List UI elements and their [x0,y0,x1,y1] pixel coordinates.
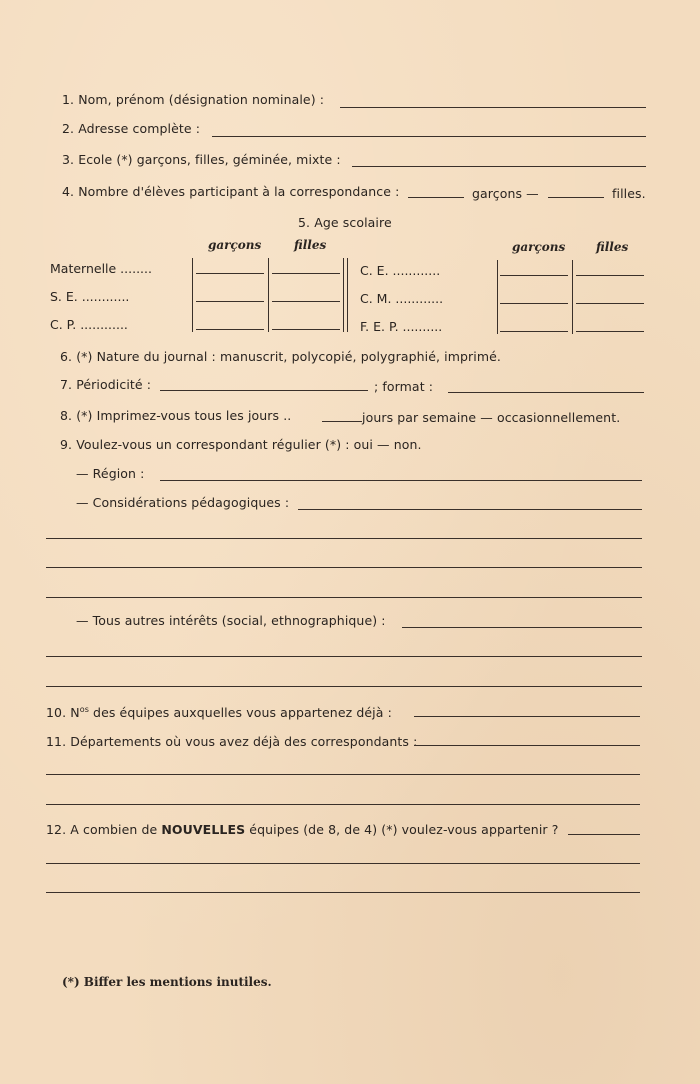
q9-considerations-line[interactable] [298,509,642,510]
q5-row-cm: C. M. ............ [360,291,444,306]
q5-row-maternelle: Maternelle ........ [50,261,152,276]
q9-considerations-label: — Considérations pédagogiques : [76,495,290,510]
q5-cell-se-garcons[interactable] [196,301,264,302]
q5-title: 5. Age scolaire [298,215,392,230]
q5-row-ce: C. E. ............ [360,263,441,278]
q6-label: 6. (*) Nature du journal : manuscrit, polycopié, polygraphié, imprimé. [60,349,501,364]
q7-format-label: ; format : [374,379,434,394]
q5-cell-cm-garcons[interactable] [500,303,568,304]
q5-col-filles-left: filles [294,238,327,252]
q5-cell-se-filles[interactable] [272,301,340,302]
q11-label: 11. Départements où vous avez déjà des correspondants : [46,734,418,749]
q5-cell-cm-filles[interactable] [576,303,644,304]
q2-answer-line[interactable] [212,136,646,137]
q1-label: 1. Nom, prénom (désignation nominale) : [62,92,325,107]
q7-label: 7. Périodicité : [60,377,152,392]
q4-garcons-label: garçons — [472,186,539,201]
q9-considerations-line-2[interactable] [46,538,642,539]
q2-label: 2. Adresse complète : [62,121,201,136]
q3-answer-line[interactable] [352,166,646,167]
q5-row-fep: F. E. P. .......... [360,319,443,334]
q9-label: 9. Voulez-vous un correspondant régulier (*) : oui — non. [60,437,422,452]
q5-cell-ce-filles[interactable] [576,275,644,276]
q5-cell-cp-garcons[interactable] [196,329,264,330]
q12-label: 12. A combien de NOUVELLES équipes (de 8, de 4) (*) voulez-vous appartenir ? [46,822,559,837]
q4-garcons-line[interactable] [408,197,464,198]
q5-center-divider [347,258,348,332]
q5-col-garcons-left: garçons [208,238,262,252]
q5-cell-fep-filles[interactable] [576,331,644,332]
q9-interets-line-3[interactable] [46,686,642,687]
q5-row-se: S. E. ............ [50,289,130,304]
q9-interets-line[interactable] [402,627,642,628]
q5-right-divider-2 [572,260,573,334]
q4-label: 4. Nombre d'élèves participant à la correspondance : [62,184,400,199]
q9-interets-line-2[interactable] [46,656,642,657]
footnote: (*) Biffer les mentions inutiles. [62,975,272,989]
q5-left-divider-1 [192,258,193,332]
q5-cell-cp-filles[interactable] [272,329,340,330]
q1-answer-line[interactable] [340,107,646,108]
q9-considerations-line-3[interactable] [46,567,642,568]
q5-cell-maternelle-filles[interactable] [272,273,340,274]
q10-answer-line[interactable] [414,716,640,717]
q11-answer-line[interactable] [414,745,640,746]
q8-label: 8. (*) Imprimez-vous tous les jours .. [60,408,292,423]
q10-label: 10. $N^{os}$ des équipes auxquelles vous appartenez déjà : [46,705,392,721]
q4-filles-label: filles. [612,186,646,201]
q3-label: 3. Ecole (*) garçons, filles, géminée, mixte : [62,152,341,167]
q11-answer-line-2[interactable] [46,774,640,775]
q5-cell-maternelle-garcons[interactable] [196,273,264,274]
q5-left-divider-3 [343,258,344,332]
q5-col-garcons-right: garçons [512,240,566,254]
q5-cell-ce-garcons[interactable] [500,275,568,276]
q12-answer-line[interactable] [568,834,640,835]
q5-row-cp: C. P. ............ [50,317,128,332]
q9-considerations-line-4[interactable] [46,597,642,598]
q7-periodicite-line[interactable] [160,390,368,391]
q12-answer-line-3[interactable] [46,892,640,893]
q5-col-filles-right: filles [596,240,629,254]
q5-left-divider-2 [268,258,269,332]
q9-interets-label: — Tous autres intérêts (social, ethnographique) : [76,613,386,628]
q9-region-label: — Région : [76,466,145,481]
q4-filles-line[interactable] [548,197,604,198]
q12-answer-line-2[interactable] [46,863,640,864]
q9-region-line[interactable] [160,480,642,481]
q5-right-divider-1 [497,260,498,334]
q5-cell-fep-garcons[interactable] [500,331,568,332]
q7-format-line[interactable] [448,392,644,393]
q8-suffix: jours par semaine — occasionnellement. [362,410,621,425]
q8-jours-line[interactable] [322,421,362,422]
q11-answer-line-3[interactable] [46,804,640,805]
